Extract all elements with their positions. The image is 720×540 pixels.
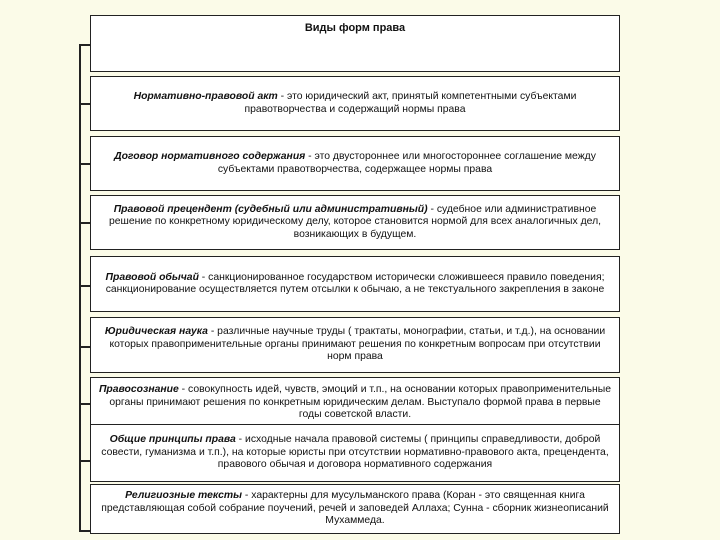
form-term: Правосознание bbox=[98, 384, 179, 396]
form-box-religious-texts bbox=[90, 484, 620, 534]
form-box-custom bbox=[90, 256, 620, 312]
form-definition: - совокупность идей, чувств, эмоций и т.п., на основании которых правоприменительные органы принимают решения по конкретным юридическим делам. Выступало формой права в первые годы советской власти. bbox=[109, 384, 612, 421]
form-definition: - характерны для мусульманского права (Коран - это священная книга представляющая собой собрание поучений, речей и заповедей Аллаха; Сунна - сборник жизнеописаний Мухаммеда. bbox=[101, 490, 609, 527]
form-definition: - различные научные труды ( трактаты, монографии, статьи, и т.д.), на основании которых правоприменительные органы принимают решения по конкретным вопросам при отсутствии норм права bbox=[109, 326, 606, 363]
diagram-title-box bbox=[90, 15, 620, 72]
connector-spine bbox=[79, 44, 81, 532]
form-box-precedent bbox=[90, 195, 620, 250]
form-description bbox=[97, 434, 613, 471]
form-definition: - это юридический акт, принятый компетентными субъектами правотворчества и содержащий нормы права bbox=[244, 91, 577, 115]
form-term: Общие принципы права bbox=[109, 434, 236, 446]
form-box-general-principles bbox=[90, 424, 620, 482]
form-box-normative-agreement bbox=[90, 136, 620, 191]
form-term: Юридическая наука bbox=[104, 326, 208, 338]
form-box-legal-consciousness bbox=[90, 377, 620, 429]
form-term: Религиозные тексты bbox=[125, 490, 243, 502]
form-description bbox=[97, 490, 613, 527]
form-box-legal-science bbox=[90, 317, 620, 373]
diagram-title: Виды форм права bbox=[304, 22, 406, 34]
form-term: Договор нормативного содержания bbox=[114, 151, 306, 163]
form-definition: - санкционированное государством исторически сложившееся правило поведения; санкционирование осуществляется путем отсылки к обычаю, а не текстуального закрепления в законе bbox=[105, 271, 605, 295]
form-description bbox=[97, 272, 613, 297]
form-description bbox=[97, 326, 613, 363]
form-description bbox=[97, 384, 613, 421]
form-term: Правовой обычай bbox=[105, 271, 199, 283]
form-definition: - это двустороннее или многостороннее соглашение между субъектами правотворчества, содержащее нормы права bbox=[217, 151, 596, 175]
form-description bbox=[97, 204, 613, 241]
form-term: Нормативно-правовой акт bbox=[133, 91, 278, 103]
form-definition: - судебное или административное решение по конкретному юридическому делу, которое становится нормой для всех аналогичных дел, возникающих в будущем. bbox=[108, 203, 602, 240]
form-definition: - исходные начала правовой системы ( принципы справедливости, доброй совести, гуманизма и т.п.), на которые юристы при отсутствии нормативно-правового акта, прецендента, правового обычая и договора нормативного содержания bbox=[101, 434, 609, 471]
form-box-normative-act bbox=[90, 76, 620, 131]
form-description bbox=[97, 151, 613, 176]
form-term: Правовой прецендент (судебный или административный) bbox=[113, 203, 428, 215]
form-description bbox=[97, 91, 613, 116]
